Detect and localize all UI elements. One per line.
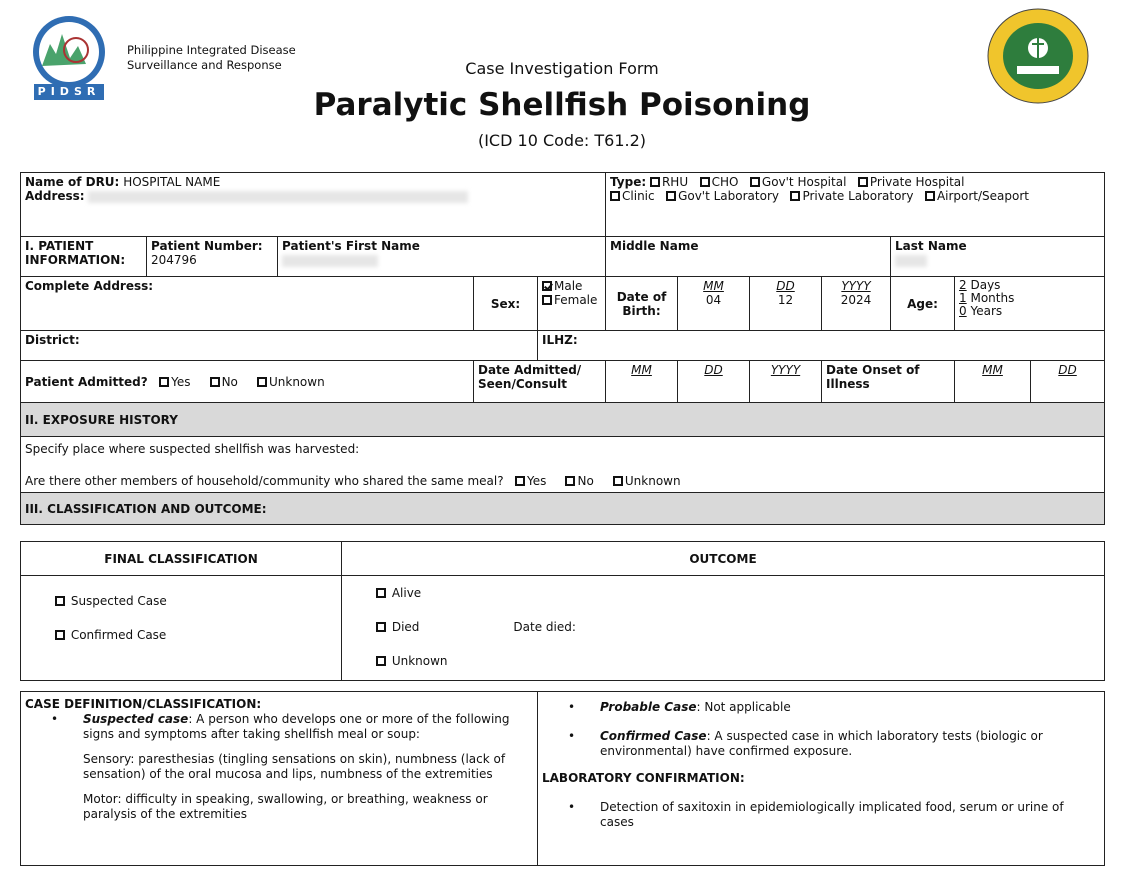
complete-address-label: Complete Address:	[21, 277, 474, 331]
age-days-label: Days	[970, 278, 1001, 292]
page-title: Paralytic Shellfish Poisoning	[313, 87, 811, 123]
shared-meal-question: Are there other members of household/community who shared the same meal?	[25, 474, 504, 488]
shared-yes-label: Yes	[527, 474, 547, 488]
type-rhu-label: RHU	[661, 175, 689, 189]
age-years-label: Years	[970, 304, 1003, 318]
type-govt-hospital-checkbox[interactable]	[750, 177, 760, 187]
sex-label: Sex:	[474, 277, 538, 331]
last-name-label: Last Name	[895, 239, 967, 253]
icd-code: (ICD 10 Code: T61.2)	[477, 131, 647, 150]
shared-no-label: No	[577, 474, 594, 488]
final-classification-label: FINAL CLASSIFICATION	[21, 542, 342, 576]
type-airport-label: Airport/Seaport	[936, 189, 1030, 203]
patient-section-label: I. PATIENT INFORMATION:	[21, 237, 147, 277]
org-line-2: Surveillance and Response	[127, 58, 282, 72]
district-label: District:	[21, 331, 538, 361]
org-line-1: Philippine Integrated Disease	[127, 43, 296, 57]
date-admitted-label: Date Admitted/ Seen/Consult	[474, 361, 606, 403]
type-govt-lab-label: Gov't Laboratory	[678, 189, 779, 203]
sex-female-label: Female	[554, 293, 598, 307]
shared-unknown-label: Unknown	[624, 474, 681, 488]
dob-yyyy-label: YYYY	[841, 279, 871, 293]
first-name-value[interactable]	[282, 255, 378, 267]
sex-male-checkbox[interactable]	[542, 281, 552, 291]
classification-table	[20, 541, 1105, 681]
age-label: Age:	[891, 277, 955, 331]
suspected-definition: : A person who develops one or more of the following signs and symptoms after taking shellfish meal or soup:	[83, 712, 510, 741]
type-private-lab-label: Private Laboratory	[802, 189, 914, 203]
sex-male-label: Male	[554, 279, 583, 293]
age-months-value[interactable]: 1	[959, 291, 967, 305]
outcome-died-label: Died	[391, 620, 420, 634]
bullet-icon: •	[51, 712, 59, 726]
dru-address-label: Address:	[25, 189, 85, 203]
type-govt-lab-checkbox[interactable]	[666, 191, 676, 201]
confirmed-term: Confirmed Case	[600, 729, 707, 743]
classification-section-label: III. CLASSIFICATION AND OUTCOME:	[21, 493, 1105, 525]
lab-confirmation-heading: LABORATORY CONFIRMATION:	[542, 771, 745, 785]
admitted-dd-field[interactable]: DD	[678, 361, 750, 403]
dru-address-value[interactable]	[88, 191, 468, 203]
patient-number-label: Patient Number:	[151, 239, 263, 253]
lab-confirmation-text: Detection of saxitoxin in epidemiologically implicated food, serum or urine of cases	[600, 800, 1064, 829]
pidsr-logo	[26, 14, 112, 102]
type-private-hospital-label: Private Hospital	[869, 175, 965, 189]
admitted-unknown-label: Unknown	[268, 374, 325, 389]
logo-text: PIDSR	[37, 85, 101, 98]
admitted-yyyy-field[interactable]: YYYY	[750, 361, 822, 403]
onset-label: Date Onset of Illness	[822, 361, 955, 403]
admitted-label: Patient Admitted?	[25, 374, 148, 389]
admitted-yes-label: Yes	[171, 374, 191, 389]
patient-form-table	[20, 172, 1105, 525]
middle-name-label: Middle Name	[610, 239, 699, 253]
sex-female-checkbox[interactable]	[542, 295, 552, 305]
outcome-label: OUTCOME	[342, 542, 1105, 576]
bullet-icon: •	[568, 800, 576, 814]
confirmed-case-label: Confirmed Case	[70, 628, 167, 642]
patient-number-value[interactable]: 204796	[151, 253, 197, 267]
shared-unknown-checkbox[interactable]	[613, 476, 623, 486]
exposure-section-label: II. EXPOSURE HISTORY	[21, 403, 1105, 437]
admitted-mm-field[interactable]: MM	[606, 361, 678, 403]
bullet-icon: •	[568, 729, 576, 743]
dru-type-label: Type:	[610, 175, 647, 189]
suspected-case-checkbox[interactable]	[55, 596, 65, 606]
age-years-value[interactable]: 0	[959, 304, 967, 318]
admitted-no-checkbox[interactable]	[210, 377, 220, 387]
type-govt-hospital-label: Gov't Hospital	[761, 175, 847, 189]
outcome-alive-label: Alive	[391, 586, 422, 600]
sensory-criteria: Sensory: paresthesias (tingling sensations on skin), numbness (lack of sensation) of the oral mucosa and lips, numbness of the extremities	[83, 752, 506, 781]
onset-mm-field[interactable]: MM	[955, 361, 1031, 403]
dob-label: Date of Birth:	[606, 277, 678, 331]
case-definition-heading: CASE DEFINITION/CLASSIFICATION:	[25, 697, 262, 711]
suspected-term: Suspected case	[83, 712, 189, 726]
suspected-case-label: Suspected Case	[70, 594, 167, 608]
dru-name-value[interactable]: HOSPITAL NAME	[123, 175, 221, 189]
type-airport-checkbox[interactable]	[925, 191, 935, 201]
probable-term: Probable Case	[600, 700, 697, 714]
outcome-alive-checkbox[interactable]	[376, 588, 386, 598]
admitted-unknown-checkbox[interactable]	[257, 377, 267, 387]
case-definition-table	[20, 691, 1105, 866]
type-cho-checkbox[interactable]	[700, 177, 710, 187]
type-clinic-checkbox[interactable]	[610, 191, 620, 201]
harvest-question: Specify place where suspected shellfish was harvested:	[25, 442, 360, 456]
type-private-hospital-checkbox[interactable]	[858, 177, 868, 187]
onset-dd-field[interactable]: DD	[1031, 361, 1105, 403]
doh-seal-icon	[985, 6, 1091, 106]
shared-no-checkbox[interactable]	[565, 476, 575, 486]
first-name-label: Patient's First Name	[282, 239, 420, 253]
ilhz-label: ILHZ:	[538, 331, 1105, 361]
age-months-label: Months	[970, 291, 1015, 305]
confirmed-definition: : A suspected case in which laboratory tests (biologic or environmental) have confirmed exposure.	[600, 729, 1043, 758]
motor-criteria: Motor: difficulty in speaking, swallowing, or breathing, weakness or paralysis of the extremities	[83, 792, 488, 821]
probable-definition: : Not applicable	[696, 700, 791, 714]
dob-yyyy-value[interactable]: 2024	[840, 293, 872, 307]
admitted-yes-checkbox[interactable]	[159, 377, 169, 387]
shared-yes-checkbox[interactable]	[515, 476, 525, 486]
outcome-unknown-label: Unknown	[391, 654, 448, 668]
dru-name-label: Name of DRU:	[25, 175, 120, 189]
outcome-died-checkbox[interactable]	[376, 622, 386, 632]
admitted-no-label: No	[221, 374, 238, 389]
dob-dd-label: DD	[776, 279, 795, 293]
dob-mm-value[interactable]: 04	[705, 293, 722, 307]
form-label: Case Investigation Form	[465, 59, 659, 78]
bullet-icon: •	[568, 700, 576, 714]
dob-dd-value[interactable]: 12	[777, 293, 794, 307]
dob-mm-label: MM	[703, 279, 724, 293]
age-days-value[interactable]: 2	[959, 278, 967, 292]
type-rhu-checkbox[interactable]	[650, 177, 660, 187]
outcome-unknown-checkbox[interactable]	[376, 656, 386, 666]
last-name-value[interactable]	[895, 255, 927, 267]
type-clinic-label: Clinic	[622, 189, 655, 203]
type-private-lab-checkbox[interactable]	[790, 191, 800, 201]
type-cho-label: CHO	[711, 175, 739, 189]
confirmed-case-checkbox[interactable]	[55, 630, 65, 640]
date-died-label: Date died:	[513, 620, 576, 634]
